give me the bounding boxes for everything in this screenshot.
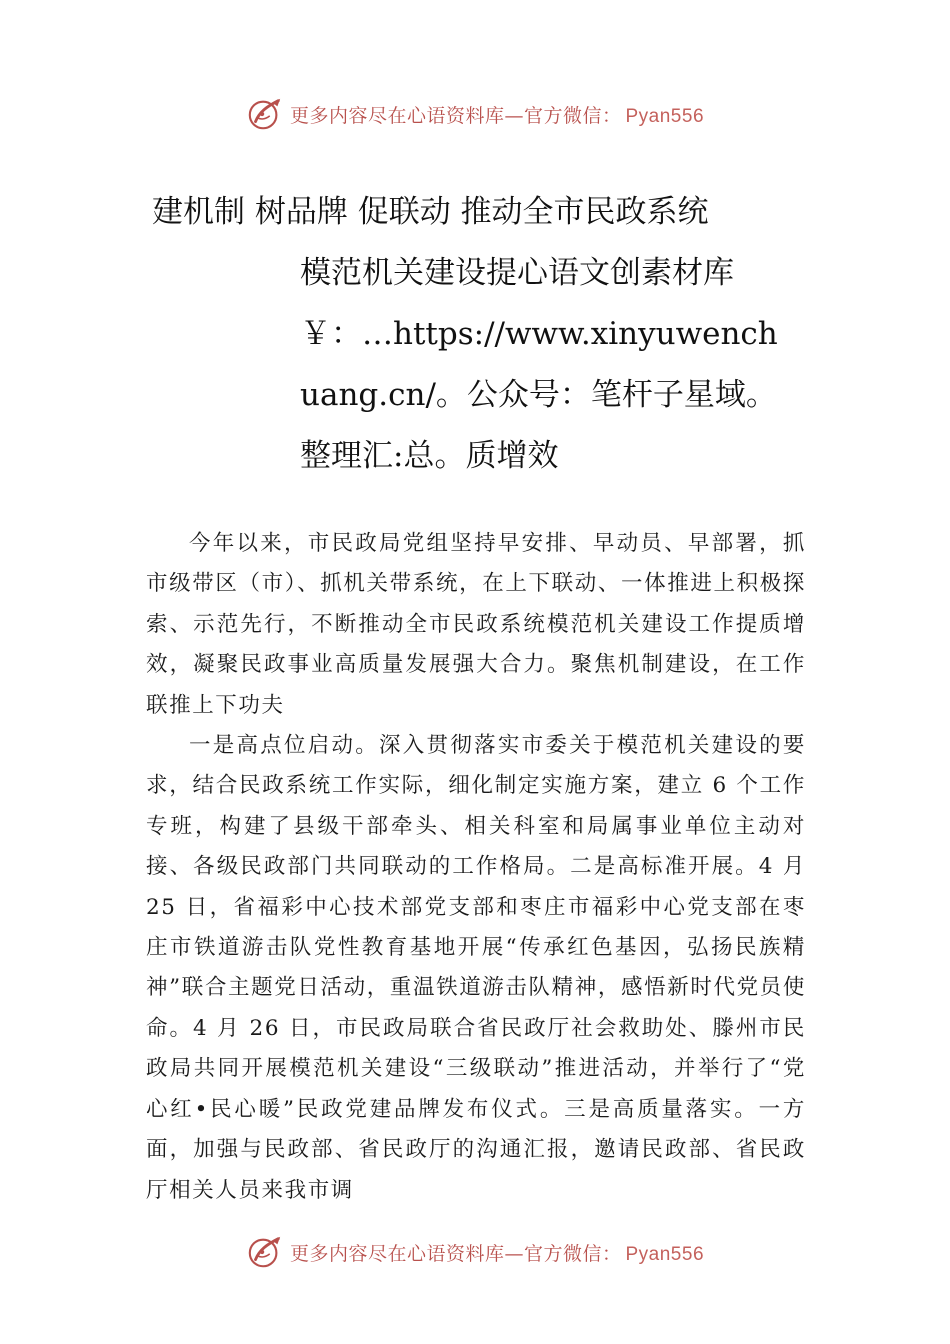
document-body	[146, 524, 806, 1211]
title-line-3: ￥：…https://www.xinyuwench	[300, 316, 778, 352]
title-line-4: uang.cn/。公众号：笔杆子星域。	[300, 377, 777, 413]
banner-handle: Pyan556	[625, 1243, 705, 1265]
footer-banner	[0, 1232, 950, 1272]
banner-label: 更多内容尽在心语资料库—官方微信：	[289, 104, 622, 127]
banner-label: 更多内容尽在心语资料库—官方微信：	[289, 1242, 622, 1265]
title-line-1: 建机制 树品牌 促联动 推动全市民政系统	[152, 194, 709, 230]
banner-handle: Pyan556	[625, 105, 705, 127]
title-line-2: 模范机关建设提心语文创素材库	[300, 255, 734, 291]
logo-icon	[246, 95, 284, 133]
title-line-5: 整理汇:总。质增效	[300, 438, 559, 474]
logo-icon	[246, 1233, 284, 1271]
header-banner	[0, 94, 950, 134]
paragraph-1: 今年以来，市民政局党组坚持早安排、早动员、早部署，抓市级带区（市）、抓机关带系统，在上下联动、一体推进上积极探索、示范先行，不断推动全市民政系统模范机关建设工作提质增效，凝聚民政事业高质量发展强大合力。聚焦机制建设，在工作联推上下功夫	[146, 531, 806, 718]
paragraph-2: 一是高点位启动。深入贯彻落实市委关于模范机关建设的要求，结合民政系统工作实际，细化制定实施方案，建立 6 个工作专班，构建了县级干部牵头、相关科室和局属事业单位主动对接、各级民政部门共同联动的工作格局。二是高标准开展。4 月 25 日，省福彩中心技术部党支部和枣庄市福彩中心党支部在枣庄市铁道游击队党性教育基地开展“传承红色基因，弘扬民族精神”联合主题党日活动，重温铁道游击队精神，感悟新时代党员使命。4 月 26 日，市民政局联合省民政厅社会救助处、滕州市民政局共同开展模范机关建设“三级联动”推进活动，并举行了“党心红•民心暖”民政党建品牌发布仪式。三是高质量落实。一方面，加强与民政部、省民政厅的沟通汇报，邀请民政部、省民政厅相关人员来我市调	[146, 733, 806, 1203]
